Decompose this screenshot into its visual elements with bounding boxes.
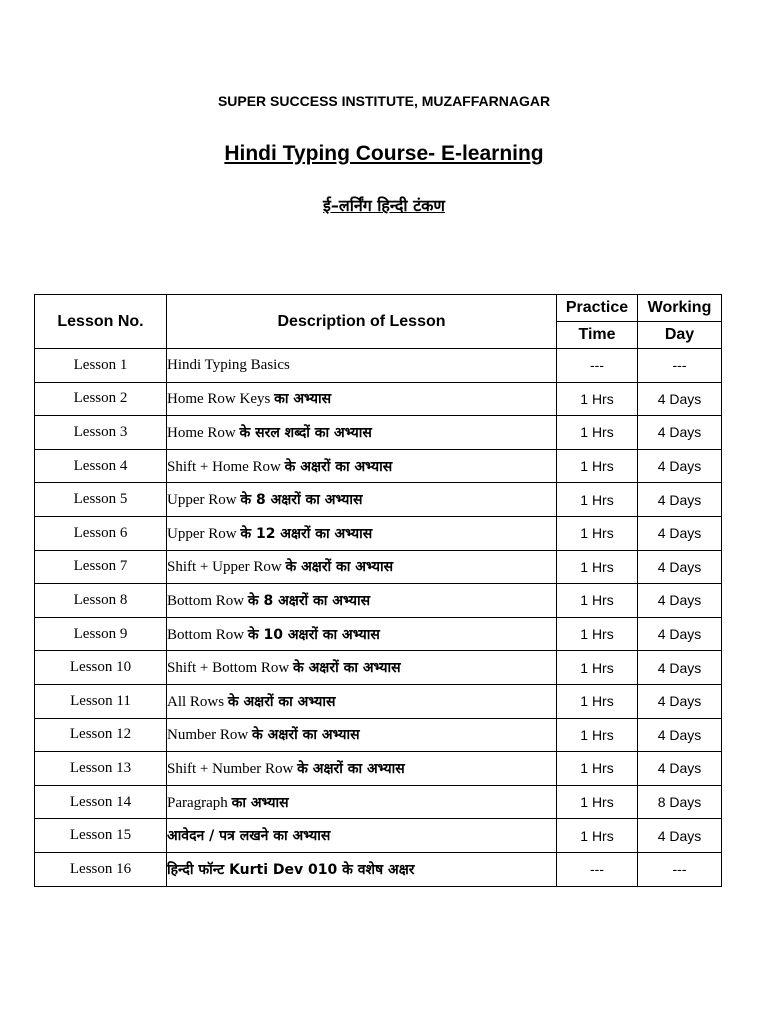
- practice-time: 1 Hrs: [557, 416, 638, 450]
- lesson-number: Lesson 4: [35, 449, 167, 483]
- working-day: ---: [638, 349, 722, 383]
- description-hindi: आवेदन / पत्र लखने का अभ्यास: [167, 828, 331, 845]
- description-hindi: का अभ्यास: [231, 794, 289, 811]
- lesson-number: Lesson 12: [35, 718, 167, 752]
- practice-time: ---: [557, 349, 638, 383]
- table-row: [35, 651, 722, 685]
- description-english: Hindi Typing Basics: [167, 356, 290, 373]
- description-hindi: के अक्षरों का अभ्यास: [297, 760, 405, 777]
- description-english: Bottom Row: [167, 592, 248, 609]
- table-row: [35, 752, 722, 786]
- lesson-description: [167, 617, 557, 651]
- table-row: [35, 718, 722, 752]
- practice-time: 1 Hrs: [557, 617, 638, 651]
- lesson-number: Lesson 3: [35, 416, 167, 450]
- lesson-number: Lesson 9: [35, 617, 167, 651]
- lesson-description: [167, 852, 557, 886]
- lesson-number: Lesson 8: [35, 584, 167, 618]
- description-english: Shift + Upper Row: [167, 559, 286, 576]
- practice-time: 1 Hrs: [557, 718, 638, 752]
- practice-time: 1 Hrs: [557, 516, 638, 550]
- lesson-number: Lesson 5: [35, 483, 167, 517]
- table-row: [35, 449, 722, 483]
- description-hindi: के 10 अक्षरों का अभ्यास: [247, 626, 380, 643]
- working-day: 4 Days: [638, 617, 722, 651]
- course-title-text: Hindi Typing Course- E-learning: [224, 142, 544, 165]
- working-day: 4 Days: [638, 550, 722, 584]
- lesson-number: Lesson 1: [35, 349, 167, 383]
- description-hindi: के 8 अक्षरों का अभ्यास: [247, 592, 371, 609]
- lesson-table-body: [35, 349, 722, 887]
- header-description: Description of Lesson: [167, 295, 557, 349]
- working-day: ---: [638, 852, 722, 886]
- description-hindi: के अक्षरों का अभ्यास: [252, 727, 360, 744]
- table-row: [35, 416, 722, 450]
- course-title: [0, 142, 768, 166]
- practice-time: 1 Hrs: [557, 449, 638, 483]
- working-day: 4 Days: [638, 819, 722, 853]
- working-day: 4 Days: [638, 483, 722, 517]
- table-row: [35, 483, 722, 517]
- description-hindi: के सरल शब्दों का अभ्यास: [239, 424, 372, 441]
- description-hindi: के अक्षरों का अभ्यास: [227, 693, 336, 710]
- lesson-description: [167, 449, 557, 483]
- description-english: Shift + Bottom Row: [167, 660, 293, 677]
- working-day: 4 Days: [638, 516, 722, 550]
- working-day: 4 Days: [638, 752, 722, 786]
- description-english: All Rows: [167, 693, 228, 710]
- lesson-description: [167, 416, 557, 450]
- lesson-description: [167, 684, 557, 718]
- working-day: 8 Days: [638, 785, 722, 819]
- lesson-description: [167, 349, 557, 383]
- description-hindi: के अक्षरों का अभ्यास: [285, 559, 394, 576]
- working-day: 4 Days: [638, 449, 722, 483]
- practice-time: 1 Hrs: [557, 684, 638, 718]
- description-english: Home Row: [167, 424, 240, 441]
- lesson-number: Lesson 7: [35, 550, 167, 584]
- lesson-number: Lesson 2: [35, 382, 167, 416]
- hindi-title: [0, 194, 768, 216]
- practice-time: 1 Hrs: [557, 550, 638, 584]
- table-row: [35, 516, 722, 550]
- description-english: Number Row: [167, 727, 252, 744]
- description-english: Shift + Number Row: [167, 760, 298, 777]
- lesson-description: [167, 382, 557, 416]
- table-row: [35, 617, 722, 651]
- description-english: Home Row Keys: [167, 391, 275, 408]
- description-hindi: के 8 अक्षरों का अभ्यास: [240, 492, 363, 509]
- lesson-table: [34, 294, 722, 887]
- table-row: [35, 785, 722, 819]
- description-hindi: का अभ्यास: [274, 391, 332, 408]
- table-row: [35, 819, 722, 853]
- table-row: [35, 349, 722, 383]
- lesson-number: Lesson 16: [35, 852, 167, 886]
- lesson-description: [167, 550, 557, 584]
- lesson-description: [167, 819, 557, 853]
- lesson-description: [167, 584, 557, 618]
- description-english: Paragraph: [167, 794, 232, 811]
- lesson-description: [167, 516, 557, 550]
- table-row: [35, 584, 722, 618]
- working-day: 4 Days: [638, 718, 722, 752]
- working-day: 4 Days: [638, 651, 722, 685]
- header-practice: Practice: [557, 295, 638, 322]
- working-day: 4 Days: [638, 584, 722, 618]
- practice-time: 1 Hrs: [557, 785, 638, 819]
- practice-time: ---: [557, 852, 638, 886]
- lesson-number: Lesson 15: [35, 819, 167, 853]
- header-lesson-no: Lesson No.: [35, 295, 167, 349]
- practice-time: 1 Hrs: [557, 819, 638, 853]
- lesson-number: Lesson 13: [35, 752, 167, 786]
- header-working: Working: [638, 295, 722, 322]
- description-hindi: के अक्षरों का अभ्यास: [284, 458, 393, 475]
- description-english: Upper Row: [167, 525, 241, 542]
- table-row: [35, 852, 722, 886]
- table-row: [35, 684, 722, 718]
- practice-time: 1 Hrs: [557, 651, 638, 685]
- lesson-description: [167, 718, 557, 752]
- working-day: 4 Days: [638, 684, 722, 718]
- hindi-title-text: ई–लर्निंग हिन्दी टंकण: [322, 196, 446, 215]
- lesson-description: [167, 483, 557, 517]
- institute-name: SUPER SUCCESS INSTITUTE, MUZAFFARNAGAR: [217, 93, 551, 109]
- description-hindi: हिन्दी फॉन्ट Kurti Dev 010 के वशेष अक्षर: [167, 861, 415, 878]
- lesson-number: Lesson 10: [35, 651, 167, 685]
- header-time: Time: [557, 322, 638, 349]
- table-row: [35, 550, 722, 584]
- description-english: Shift + Home Row: [167, 458, 285, 475]
- working-day: 4 Days: [638, 382, 722, 416]
- table-row: [35, 382, 722, 416]
- practice-time: 1 Hrs: [557, 382, 638, 416]
- lesson-description: [167, 752, 557, 786]
- working-day: 4 Days: [638, 416, 722, 450]
- practice-time: 1 Hrs: [557, 752, 638, 786]
- description-english: Upper Row: [167, 492, 241, 509]
- description-english: Bottom Row: [167, 626, 248, 643]
- lesson-number: Lesson 11: [35, 684, 167, 718]
- header-day: Day: [638, 322, 722, 349]
- description-hindi: के अक्षरों का अभ्यास: [292, 660, 401, 677]
- lesson-number: Lesson 14: [35, 785, 167, 819]
- lesson-description: [167, 651, 557, 685]
- lesson-number: Lesson 6: [35, 516, 167, 550]
- description-hindi: के 12 अक्षरों का अभ्यास: [240, 525, 373, 542]
- practice-time: 1 Hrs: [557, 584, 638, 618]
- practice-time: 1 Hrs: [557, 483, 638, 517]
- lesson-description: [167, 785, 557, 819]
